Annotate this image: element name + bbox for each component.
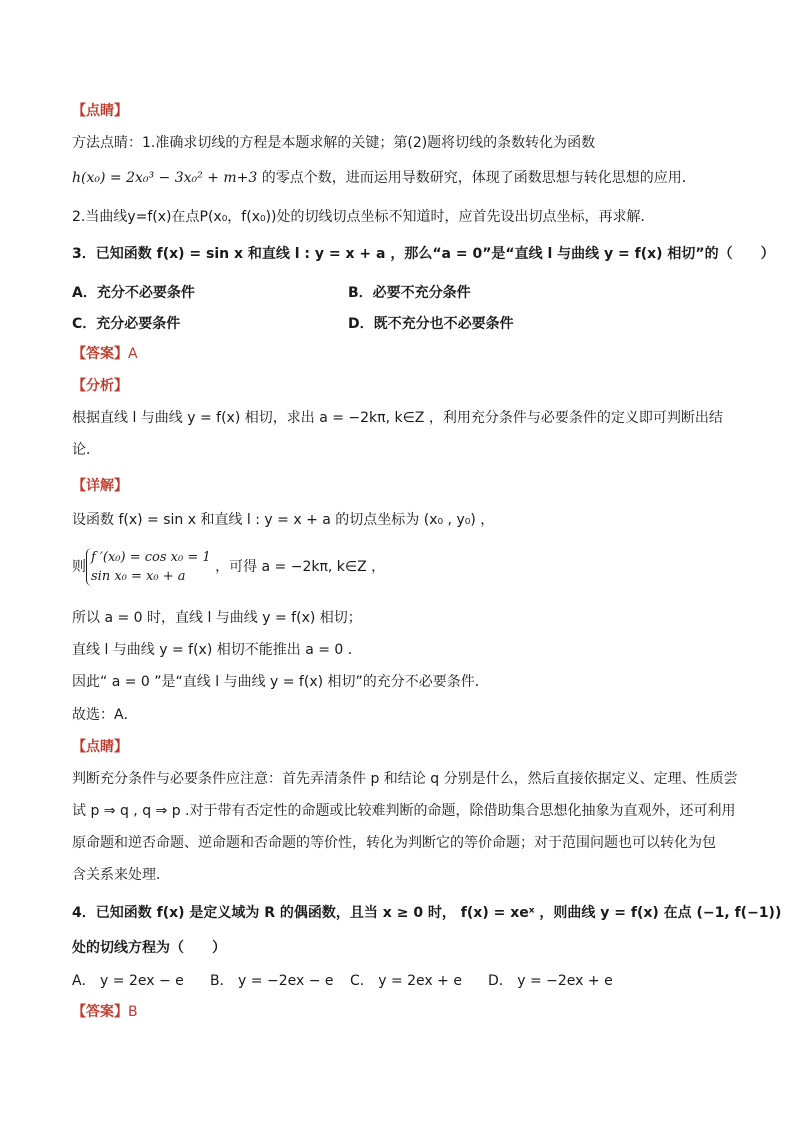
note2-line-3: 原命题和逆否命题、逆命题和否命题的等价性，转化为判断它的等价命题；对于范围问题也可以转化为包 — [72, 835, 716, 851]
analysis-line-1: 根据直线 l 与曲线 y = f(x) 相切，求出 a = −2kπ, k∈Z ，利用充分条件与必要条件的定义即可判断出结 — [72, 410, 723, 426]
note-line-3: 2.当曲线y=f(x)在点P(x₀，f(x₀))处的切线切点坐标不知道时，应首先设出切点坐标，再求解． — [72, 209, 655, 225]
note2-line-4: 含关系来处理． — [72, 867, 170, 883]
analysis-tag: 【分析】 — [72, 378, 128, 394]
note-line-2 — [72, 168, 696, 188]
q4-answer-value: B — [128, 1004, 138, 1020]
q4-option-b: B． y = −2ex − e — [210, 973, 334, 989]
note2-line-2: 试 p ⇒ q , q ⇒ p .对于带有否定性的命题或比较难判断的命题，除借助集合思想化抽象为直观外，还可利用 — [72, 803, 736, 819]
q3-option-b: B．必要不充分条件 — [348, 285, 471, 301]
detail-line-6: 故选：A． — [72, 707, 138, 723]
q4-stem-1: 4．已知函数 f(x) 是定义域为 R 的偶函数，且当 x ≥ 0 时， f(x) = xeˣ ，则曲线 y = f(x) 在点 (−1, f(−1)) — [72, 905, 782, 921]
note-line-2-text: 的零点个数，进而运用导数研究，体现了函数思想与转化思想的应用． — [261, 170, 696, 186]
answer-tag: 【答案】 — [72, 346, 128, 362]
detail-line-2-pre: 则 — [72, 559, 86, 575]
detail-tag: 【详解】 — [72, 478, 128, 494]
formula-h: h(x₀) = 2x₀³ − 3x₀² + m+3 — [72, 170, 258, 186]
q4-stem-2: 处的切线方程为（ ） — [72, 940, 226, 956]
detail-line-1: 设函数 f(x) = sin x 和直线 l : y = x + a 的切点坐标为 (x₀ , y₀) ， — [72, 512, 495, 528]
q3-option-d: D．既不充分也不必要条件 — [348, 316, 514, 332]
equation-1: f ′(x₀) = cos x₀ = 1 — [91, 550, 211, 565]
analysis-line-2: 论． — [72, 442, 100, 458]
q4-answer-tag: 【答案】 — [72, 1004, 128, 1020]
note-tag: 【点睛】 — [72, 103, 128, 119]
detail-line-4: 直线 l 与曲线 y = f(x) 相切不能推出 a = 0 ． — [72, 642, 362, 658]
equation-system — [86, 548, 211, 586]
q3-option-c: C．充分必要条件 — [72, 316, 181, 332]
detail-line-5: 因此“ a = 0 ”是“直线 l 与曲线 y = f(x) 相切”的充分不必要条件． — [72, 674, 489, 690]
q4-answer-line — [72, 1002, 138, 1022]
equation-2: sin x₀ = x₀ + a — [91, 569, 186, 584]
q3-stem: 3．已知函数 f(x) = sin x 和直线 l : y = x + a ，那么“a = 0”是“直线 l 与曲线 y = f(x) 相切”的（ ） — [72, 246, 775, 262]
detail-line-2-post: ，可得 a = −2kπ, k∈Z ， — [215, 559, 386, 575]
detail-line-3: 所以 a = 0 时，直线 l 与曲线 y = f(x) 相切； — [72, 610, 362, 626]
q3-option-a: A．充分不必要条件 — [72, 285, 195, 301]
q4-option-c: C． y = 2ex + e — [350, 973, 462, 989]
note2-tag: 【点睛】 — [72, 739, 128, 755]
q4-option-d: D． y = −2ex + e — [488, 973, 613, 989]
note-line-1: 方法点睛：1.准确求切线的方程是本题求解的关键；第(2)题将切线的条数转化为函数 — [72, 135, 596, 151]
q4-option-a: A． y = 2ex − e — [72, 973, 184, 989]
answer-value: A — [128, 346, 138, 362]
note2-line-1: 判断充分条件与必要条件应注意：首先弄清条件 p 和结论 q 分别是什么，然后直接依据定义、定理、性质尝 — [72, 771, 738, 787]
q3-answer-line — [72, 344, 138, 364]
detail-line-2 — [72, 548, 385, 586]
